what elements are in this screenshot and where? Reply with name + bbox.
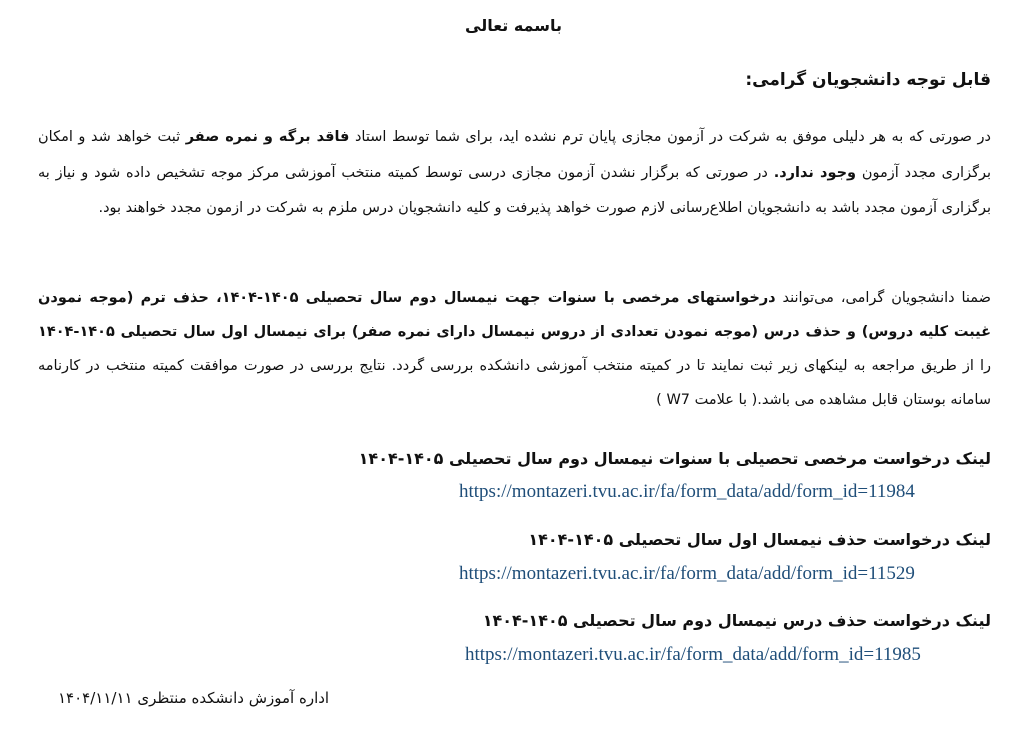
link-title-leave-request: لینک درخواست مرخصی تحصیلی با سنوات نیمسال دوم سال تحصیلی ۱۴۰۵-۱۴۰۴ <box>358 449 991 468</box>
link-url-leave-request[interactable]: https://montazeri.tvu.ac.ir/fa/form_data/add/form_id=11984 <box>459 481 915 502</box>
paragraph1-text-2: ثبت خواهد شد و امکان برگزاری مجدد آزمون <box>38 129 992 181</box>
paragraph2-bold-1: درخواستهای مرخصی با سنوات جهت نیمسال دوم سال تحصیلی ۱۴۰۵-۱۴۰۴، حذف ترم (موجه نمودن غیبت کلیه دروس) و حذف درس (موجه نمودن تعدادی از دروس نیمسال دارای نمره صفر) برای نیمسال اول سال تحصیلی ۱۴۰۵-۱۴۰۴ <box>38 290 991 340</box>
link-title-course-drop: لینک درخواست حذف درس نیمسال دوم سال تحصیلی ۱۴۰۵-۱۴۰۴ <box>482 611 991 630</box>
paragraph1-bold-1: فاقد برگه و نمره صفر <box>185 129 350 145</box>
paragraph-requests-notice <box>38 281 991 417</box>
salutation-heading: قابل توجه دانشجویان گرامی: <box>745 70 991 90</box>
link-url-semester-drop[interactable]: https://montazeri.tvu.ac.ir/fa/form_data/add/form_id=11529 <box>459 563 915 584</box>
footer-signature: اداره آموزش دانشکده منتظری ۱۴۰۴/۱۱/۱۱ <box>58 689 330 707</box>
paragraph1-text-1: در صورتی که به هر دلیلی موفق به شرکت در آزمون مجازی پایان ترم نشده اید، برای شما توسط استاد <box>349 129 991 145</box>
paragraph1-bold-2: وجود ندارد. <box>773 164 857 181</box>
page-header-title: باسمه تعالی <box>465 16 562 35</box>
link-url-course-drop[interactable]: https://montazeri.tvu.ac.ir/fa/form_data/add/form_id=11985 <box>465 644 921 665</box>
paragraph-exam-notice <box>38 120 991 227</box>
paragraph2-text-1: ضمنا دانشجویان گرامی، می‌توانند <box>775 290 991 306</box>
paragraph1-text-3: در صورتی که برگزار نشدن آزمون مجازی درسی توسط کمیته منتخب آموزشی مرکز موجه تشخیص داده شود و نیاز به برگزاری آزمون مجدد باشد به دانشجویان اطلاع‌رسانی لازم صورت خواهد پذیرفت و کلیه دانشجویان درس ملزم به شرکت در ازمون مجدد خواهند بود. <box>38 164 991 216</box>
link-title-semester-drop: لینک درخواست حذف نیمسال اول سال تحصیلی ۱۴۰۵-۱۴۰۴ <box>528 530 991 549</box>
paragraph2-text-2: را از طریق مراجعه به لینکهای زیر ثبت نمایند تا در کمیته منتخب آموزشی دانشکده بررسی گردد. نتایج بررسی در صورت موافقت کمیته منتخب در کارنامه سامانه بوستان قابل مشاهده می باشد.( با علامت W7 ) <box>38 358 991 408</box>
